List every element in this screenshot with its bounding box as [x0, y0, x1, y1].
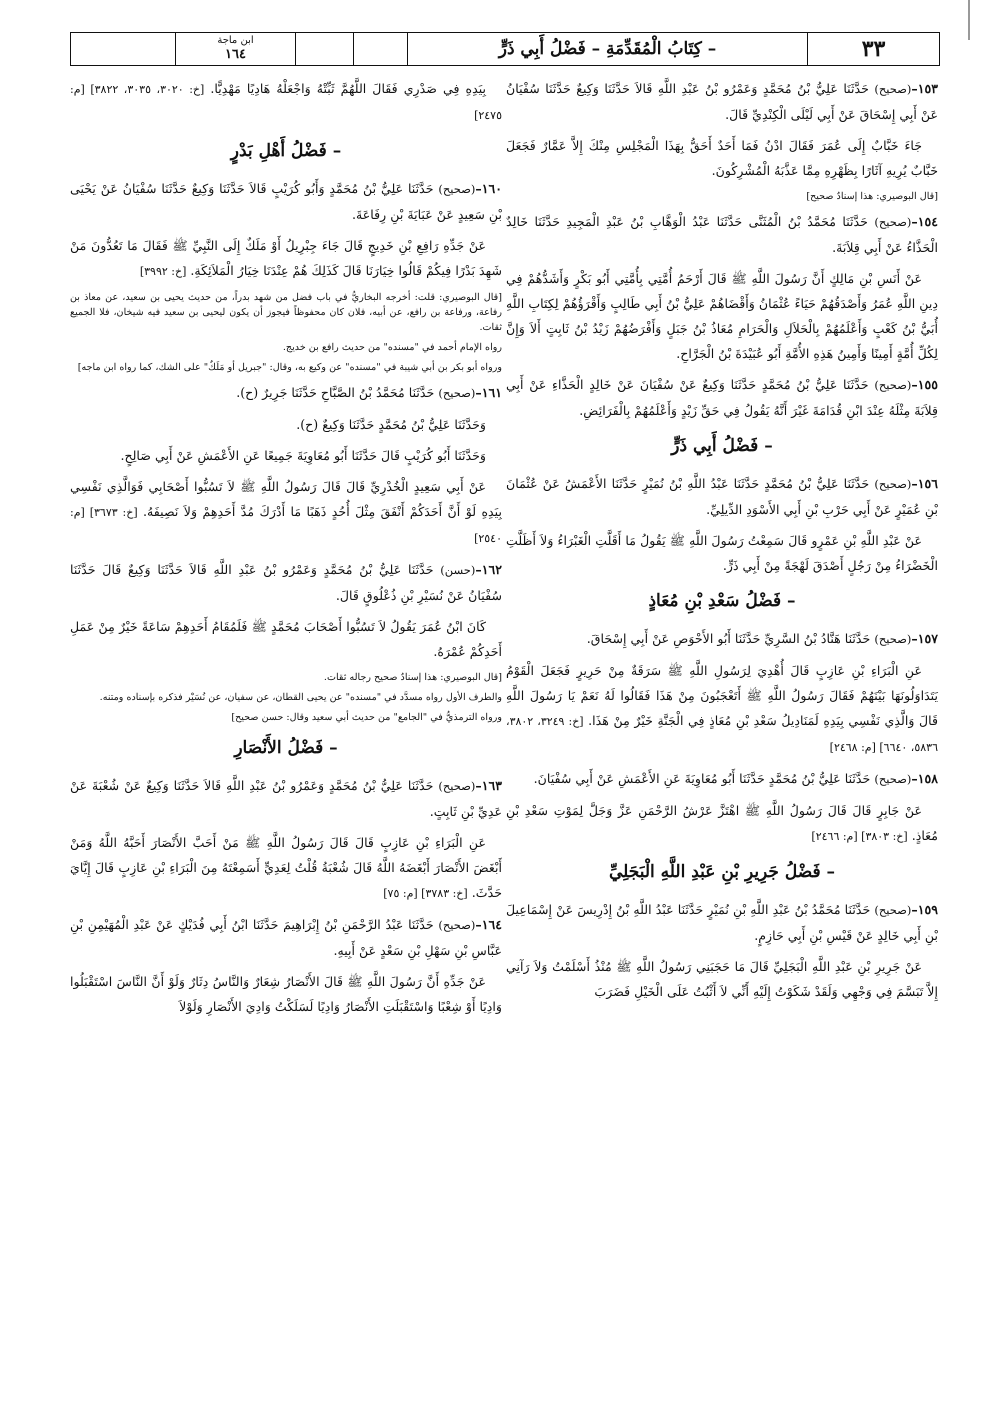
hadith-grade: (صحيح) — [874, 215, 912, 229]
hadith-body: وَحَدَّثَنَا عَلِيُّ بْنُ مُحَمَّدٍ حَدَّثَنَا وَكِيعٌ (ح). — [296, 417, 486, 432]
hadith-body: عَنْ أَبِي سَعِيدٍ الْخُدْرِيِّ قَالَ قَالَ رَسُولُ اللَّهِ ﷺ لاَ تَسُبُّوا أَصْحَابِي فَوَالَّذِي نَفْسِي بِيَدِهِ لَوْ أَنَّ أَحَدَكُمْ أَنْفَقَ مِثْلَ أُحُدٍ ذَهَبًا مَا أَدْرَكَ مُدَّ أَحَدِهِمْ وَلاَ نَصِيفَهُ. — [70, 479, 502, 519]
hadith-number: ١٥٣– — [911, 81, 938, 96]
hadith-body: حَدَّثَنَا عَلِيُّ بْنُ مُحَمَّدٍ وَعَمْرُو بْنُ عَبْدِ اللَّهِ قَالاَ حَدَّثَنَا وَكِيعٌ عَنْ شُعْبَةَ عَنْ عَدِيِّ بْنِ ثَابِتٍ. — [70, 778, 502, 819]
hadith-body: عَنْ جَدِّهِ أَنَّ رَسُولَ اللَّهِ ﷺ قَالَ الأَنْصَارُ شِعَارٌ وَالنَّاسُ دِثَارٌ وَلَوْ أَنَّ النَّاسَ اسْتَقْبَلُوا وَادِيًا أَوْ شِعْبًا وَاسْتَقْبَلَتِ الأَنْصَارُ وَادِيًا لَسَلَكْتُ وَادِيَ الأَنْصَارِ وَلَوْلاَ — [70, 974, 502, 1014]
hadith-range-box — [175, 33, 295, 65]
hadith-text — [70, 76, 502, 128]
hadith-isnad — [70, 380, 502, 406]
hadith-number: ١٥٧– — [911, 631, 938, 646]
hadith-body: حَدَّثَنَا عَلِيُّ بْنُ مُحَمَّدٍ حَدَّثَنَا وَكِيعٌ عَنْ سُفْيَانَ عَنْ خَالِدٍ الْحَذَّاءِ عَنْ أَبِي قِلاَبَةَ مِثْلَهُ عِنْدَ ابْنِ قُدَامَةَ غَيْرَ أَنَّهُ يَقُولُ فِي حَقِّ زَيْدٍ وَأَعْلَمُهُمْ بِالْفَرَائِضِ. — [506, 377, 938, 418]
hadith-body: حَدَّثَنَا عَلِيُّ بْنُ مُحَمَّدٍ وَعَمْرُو بْنُ عَبْدِ اللَّهِ قَالاَ حَدَّثَنَا وَكِيعٌ قَالَ حَدَّثَنَا سُفْيَانُ عَنْ نُسَيْرِ بْنِ ذُعْلُوقٍ قَالَ. — [70, 562, 502, 603]
hadith-text — [70, 412, 502, 437]
hadith-body: حَدَّثَنَا مُحَمَّدُ بْنُ الصَّبَّاحِ حَدَّثَنَا جَرِيرٌ (ح). — [236, 385, 435, 400]
hadith-body: حَدَّثَنَا هَنَّادُ بْنُ السَّرِيِّ حَدَّثَنَا أَبُو الأَحْوَصِ عَنْ أَبِي إِسْحَاقَ. — [586, 631, 871, 646]
footnote: [قال البوصيري: هذا إسنادٌ صحيح] — [806, 191, 938, 202]
hadith-text — [70, 474, 502, 551]
hadith-number: ١٥٦– — [911, 476, 938, 491]
hadith-body: عَنْ جَرِيرِ بْنِ عَبْدِ اللَّهِ الْبَجَلِيِّ قَالَ مَا حَجَبَنِي رَسُولُ اللَّهِ ﷺ مُنْذُ أَسْلَمْتُ وَلاَ رَآنِي إِلاَّ تَبَسَّمَ فِي وَجْهِي وَلَقَدْ شَكَوْتُ إِلَيْهِ أَنِّي لاَ أَثْبُتُ عَلَى الْخَيْلِ فَضَرَبَ — [506, 959, 938, 999]
hadith-number: ١٥٨– — [911, 771, 938, 786]
hadith-number: ١٥٤– — [911, 214, 938, 229]
takhrij-reference: [خ: ٣٠٢٠، ٣٠٣٥، ٣٨٢٢] [م: ٢٤٧٥] — [70, 83, 502, 122]
footnote: ورواه الترمذيُّ في "الجامع" من حديث أبي سعيد وقال: حسن صحيح] — [231, 712, 502, 723]
hadith-body: عَنِ الْبَرَاءِ بْنِ عَازِبٍ قَالَ قَالَ رَسُولُ اللَّهِ ﷺ مَنْ أَحَبَّ الأَنْصَارَ أَحَبَّهُ اللَّهُ وَمَنْ أَبْغَضَ الأَنْصَارَ أَبْغَضَهُ اللَّهُ قَالَ شُعْبَةُ قُلْتُ لِعَدِيٍّ أَسَمِعْتَهُ مِنَ الْبَرَاءِ بْنِ عَازِبٍ قَالَ إِيَّايَ حَدَّثَ. — [70, 835, 502, 900]
hadith-text — [70, 969, 502, 1019]
hadith-isnad — [506, 897, 938, 948]
hadith-isnad — [70, 176, 502, 227]
hadith-body: عَنِ الْبَرَاءِ بْنِ عَازِبٍ قَالَ أُهْدِيَ لِرَسُولِ اللَّهِ ﷺ سَرَقَةٌ مِنْ حَرِيرٍ فَجَعَلَ الْقَوْمُ يَتَدَاوَلُونَهَا بَيْنَهُمْ فَقَالَ رَسُولُ اللَّهِ ﷺ أَتَعْجَبُونَ مِنْ هَذَا فَقَالُوا لَهُ نَعَمْ يَا رَسُولَ اللَّهِ قَالَ وَالَّذِي نَفْسِي بِيَدِهِ لَمَنَادِيلُ سَعْدِ بْنِ مُعَاذٍ فِي الْجَنَّةِ خَيْرٌ مِنْ هَذَا. — [506, 663, 938, 728]
left-text-column — [70, 76, 502, 1396]
hadith-isnad — [506, 372, 938, 423]
takhrij-reference: [خ: ٣٨٠٣] [م: ٢٤٦٦] — [811, 830, 908, 843]
scan-edge-mark — [968, 0, 970, 40]
page-header — [70, 32, 940, 66]
ref-book-name: ابن ماجة — [217, 35, 254, 47]
hadith-text — [506, 658, 938, 760]
right-text-column — [506, 76, 938, 1396]
hadith-body: وَحَدَّثَنَا أَبُو كُرَيْبٍ قَالَ حَدَّثَنَا أَبُو مُعَاوِيَةَ جَمِيعًا عَنِ الأَعْمَشِ عَنْ أَبِي صَالِحٍ. — [120, 448, 486, 463]
hadith-body: حَدَّثَنَا عَلِيُّ بْنُ مُحَمَّدٍ حَدَّثَنَا أَبُو مُعَاوِيَةَ عَنِ الأَعْمَشِ عَنْ أَبِي سُفْيَانَ. — [533, 771, 871, 786]
hadith-isnad — [70, 773, 502, 824]
hadith-text — [70, 443, 502, 468]
hadith-grade: (صحيح) — [438, 779, 476, 793]
hadith-body: جَاءَ خَبَّابٌ إِلَى عُمَرَ فَقَالَ ادْنُ فَمَا أَحَدٌ أَحَقُّ بِهَذَا الْمَجْلِسِ مِنْكَ إِلاَّ عَمَّارٌ فَجَعَلَ خَبَّابٌ يُرِيهِ آثَارًا بِظَهْرِهِ مِمَّا عَذَّبَهُ الْمُشْرِكُونَ. — [506, 138, 938, 178]
hadith-isnad — [506, 76, 938, 127]
running-title: – كِتَابُ الْمُقَدِّمَةِ – فَضْلُ أَبِي ذَرٍّ — [407, 33, 807, 65]
footnote: والطرف الأول رواه مسدَّد في "مسنده" عن يحيى القطان، عن سفيان، عن نُسَيْر فذكره بإسناده ومتنه. — [99, 692, 502, 703]
hadith-text — [506, 266, 938, 366]
hadith-body: حَدَّثَنَا مُحَمَّدُ بْنُ عَبْدِ اللَّهِ بْنِ نُمَيْرٍ حَدَّثَنَا عَبْدُ اللَّهِ بْنُ إِدْرِيسَ عَنْ إِسْمَاعِيلَ بْنِ أَبِي خَالِدٍ عَنْ قَيْسِ بْنِ أَبِي حَازِمٍ. — [506, 902, 938, 943]
hadith-body: حَدَّثَنَا عَلِيُّ بْنُ مُحَمَّدٍ حَدَّثَنَا عَبْدُ اللَّهِ بْنُ نُمَيْرٍ حَدَّثَنَا الأَعْمَشُ عَنْ عُثْمَانَ بْنِ عُمَيْرٍ عَنْ أَبِي حَرْبِ بْنِ أَبِي الأَسْوَدِ الدِّيلِيِّ. — [506, 476, 938, 517]
hadith-isnad — [70, 912, 502, 963]
hadith-text — [70, 233, 502, 284]
hadith-body: حَدَّثَنَا عَلِيُّ بْنُ مُحَمَّدٍ وَأَبُو كُرَيْبٍ قَالاَ حَدَّثَنَا وَكِيعٌ حَدَّثَنَا سُفْيَانُ عَنْ يَحْيَى بْنِ سَعِيدٍ عَنْ عَبَايَةَ بْنِ رِفَاعَةَ. — [70, 181, 502, 222]
hadith-grade: (صحيح) — [874, 772, 912, 786]
hadith-number: ١٦٤– — [475, 917, 502, 932]
section-heading: – فَضْلُ سَعْدِ بْنِ مُعَاذٍ — [648, 591, 796, 611]
hadith-text — [506, 133, 938, 183]
header-cell-empty — [71, 33, 175, 65]
hadith-text — [506, 798, 938, 849]
hadith-grade: (حسن) — [440, 563, 476, 577]
hadith-number: ١٦١– — [475, 385, 502, 400]
hadith-body: عَنْ جَابِرٍ قَالَ قَالَ رَسُولُ اللَّهِ ﷺ اهْتَزَّ عَرْشُ الرَّحْمَنِ عَزَّ وَجَلَّ لِمَوْتِ سَعْدِ بْنِ مُعَاذٍ. — [506, 803, 938, 843]
hadith-text — [70, 614, 502, 664]
hadith-isnad — [506, 471, 938, 522]
hadith-body: عَنْ جَدِّهِ رَافِعِ بْنِ خَدِيجٍ قَالَ جَاءَ جِبْرِيلُ أَوْ مَلَكٌ إِلَى النَّبِيِّ ﷺ فَقَالَ مَا تَعُدُّونَ مَنْ شَهِدَ بَدْرًا فِيكُمْ قَالُوا خِيَارَنَا قَالَ كَذَلِكَ هُمْ عِنْدَنَا خِيَارُ الْمَلاَئِكَةِ. — [70, 238, 502, 278]
hadith-body: عَنْ أَنَسِ بْنِ مَالِكٍ أَنَّ رَسُولَ اللَّهِ ﷺ قَالَ أَرْحَمُ أُمَّتِي بِأُمَّتِي أَبُو بَكْرٍ وَأَشَدُّهُمْ فِي دِينِ اللَّهِ عُمَرُ وَأَصْدَقُهُمْ حَيَاءً عُثْمَانُ وَأَقْضَاهُمْ عَلِيُّ بْنُ أَبِي طَالِبٍ وَأَقْرَؤُهُمْ لِكِتَابِ اللَّهِ أُبَيُّ بْنُ كَعْبٍ وَأَعْلَمُهُمْ بِالْحَلاَلِ وَالْحَرَامِ مُعَاذُ بْنُ جَبَلٍ وَأَفْرَضُهُمْ زَيْدُ بْنُ ثَابِتٍ أَلاَ وَإِنَّ لِكُلِّ أُمَّةٍ أَمِينًا وَأَمِينُ هَذِهِ الأُمَّةِ أَبُو عُبَيْدَةَ بْنُ الْجَرَّاحِ. — [506, 271, 938, 361]
footnote: [قال البوصيري: هذا إسنادٌ صحيح رجاله ثقات. — [323, 672, 502, 683]
footnote: [قال البوصيري: قلت: أخرجه البخاريُّ في باب فضل من شهد بدراً، من حديث يحيى بن سعيد، عن معاذ بن رفاعة، ورفاعة بن رافع، عن أبيه، فلان كان محفوظاً فيجوز أن يكون ليحيى بن سعيد فيه شيخان، فلا الجميع ثقات. — [70, 292, 502, 333]
hadith-number: ١٥٩– — [911, 902, 938, 917]
hadith-grade: (صحيح) — [874, 477, 912, 491]
hadith-grade: (صحيح) — [874, 632, 912, 646]
hadith-grade: (صحيح) — [438, 386, 476, 400]
hadith-body: كَانَ ابْنُ عُمَرَ يَقُولُ لاَ تَسُبُّوا أَصْحَابَ مُحَمَّدٍ ﷺ فَلَمُقَامُ أَحَدِهِمْ سَاعَةً خَيْرٌ مِنْ عَمَلِ أَحَدِكُمْ عُمْرَهُ. — [70, 619, 502, 659]
footnote: رواه الإمام أحمد في "مسنده" من حديث رافع بن خديج. — [282, 342, 502, 353]
hadith-number: ١٦٣– — [475, 778, 502, 793]
hadith-number: ١٥٥– — [911, 377, 938, 392]
hadith-body: حَدَّثَنَا عَبْدُ الرَّحْمَنِ بْنُ إِبْرَاهِيمَ حَدَّثَنَا ابْنُ أَبِي فُدَيْكٍ عَنْ عَبْدِ الْمُهَيْمِنِ بْنِ عَبَّاسِ بْنِ سَهْلِ بْنِ سَعْدٍ عَنْ أَبِيهِ. — [70, 917, 502, 958]
hadith-body: بِيَدِهِ فِي صَدْرِي فَقَالَ اللَّهُمَّ ثَبِّتْهُ وَاجْعَلْهُ هَادِيًا مَهْدِيًّا. — [210, 81, 487, 96]
hadith-text — [506, 954, 938, 1004]
hadith-number: ١٦٠– — [475, 181, 502, 196]
hadith-text — [70, 830, 502, 906]
hadith-isnad — [70, 557, 502, 608]
hadith-grade: (صحيح) — [438, 182, 476, 196]
hadith-grade: (صحيح) — [874, 82, 912, 96]
takhrij-reference: [خ: ٣٢٤٩، ٣٨٠٢، ٥٨٣٦، ٦٦٤٠] [م: ٢٤٦٨] — [506, 715, 938, 754]
hadith-grade: (صحيح) — [438, 918, 476, 932]
header-cell-empty — [353, 33, 407, 65]
section-heading: – فَضْلُ أَهْلِ بَدْرٍ — [230, 141, 342, 161]
hadith-isnad — [506, 209, 938, 260]
section-heading: – فَضْلُ الأَنْصَارِ — [234, 738, 338, 758]
hadith-body: حَدَّثَنَا مُحَمَّدُ بْنُ الْمُثَنَّى حَدَّثَنَا عَبْدُ الْوَهَّابِ بْنُ عَبْدِ الْمَجِيدِ حَدَّثَنَا خَالِدٌ الْحَذَّاءُ عَنْ أَبِي قِلاَبَةَ. — [506, 214, 938, 255]
section-heading: – فَضْلُ جَرِيرِ بْنِ عَبْدِ اللَّهِ الْبَجَلِيِّ — [608, 862, 836, 882]
hadith-grade: (صحيح) — [874, 378, 912, 392]
page-number: ٣٣ — [807, 33, 939, 65]
takhrij-reference: [خ: ٣٩٩٢] — [139, 265, 187, 278]
takhrij-reference: [خ: ٣٧٨٣] [م: ٧٥] — [383, 887, 468, 900]
section-heading: – فَضْلُ أَبِي ذَرٍّ — [671, 436, 773, 456]
takhrij-reference: [خ: ٣٦٧٣] [م: ٢٥٤٠] — [70, 506, 502, 545]
hadith-body: عَنْ عَبْدِ اللَّهِ بْنِ عَمْرٍو قَالَ سَمِعْتُ رَسُولَ اللَّهِ ﷺ يَقُولُ مَا أَقَلَّتِ الْغَبْرَاءُ وَلاَ أَظَلَّتِ الْخَضْرَاءُ مِنْ رَجُلٍ أَصْدَقَ لَهْجَةً مِنْ أَبِي ذَرٍّ. — [506, 533, 938, 573]
header-cell-empty — [295, 33, 353, 65]
hadith-text — [506, 528, 938, 578]
hadith-grade: (صحيح) — [874, 903, 912, 917]
hadith-body: حَدَّثَنَا عَلِيُّ بْنُ مُحَمَّدٍ وَعَمْرُو بْنُ عَبْدِ اللَّهِ قَالاَ حَدَّثَنَا وَكِيعٌ حَدَّثَنَا سُفْيَانُ عَنْ أَبِي إِسْحَاقَ عَنْ أَبِي لَيْلَى الْكِنْدِيِّ قَالَ. — [506, 81, 938, 122]
ref-number: ١٦٤ — [225, 47, 246, 63]
hadith-number: ١٦٢– — [475, 562, 502, 577]
footnote: ورواه أبو بكر بن أبي شيبة في "مسنده" عن وكيع به، وقال: "جبريل أو مَلَكٌ" على الشك، كما رواه ابن ماجه] — [77, 362, 502, 373]
hadith-isnad — [506, 766, 938, 792]
hadith-isnad — [506, 626, 938, 652]
